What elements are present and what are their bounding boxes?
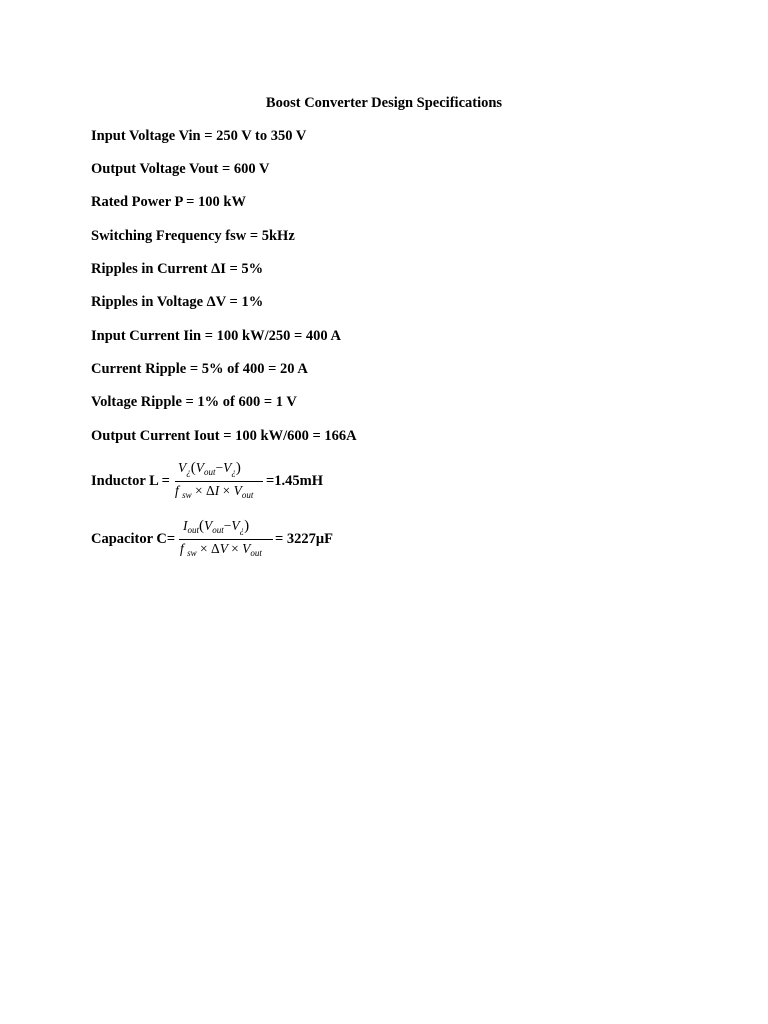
spec-switching-frequency: Switching Frequency fsw = 5kHz [91, 228, 295, 244]
inductor-denominator: f $_{sw} \times \Delta I \times V_{out}$ [175, 483, 254, 500]
inductor-label: Inductor L = [91, 473, 170, 489]
spec-rated-power: Rated Power P = 100 kW [91, 194, 246, 210]
spec-output-voltage: Output Voltage Vout = 600 V [91, 161, 270, 177]
capacitor-fraction-bar [179, 539, 273, 540]
inductor-result: =1.45mH [266, 473, 323, 489]
capacitor-numerator: $I_{out}(V_{out}-V_¿)$ [183, 518, 250, 535]
capacitor-denominator: f $_{sw} \times \Delta V \times V_{out}$ [180, 541, 262, 558]
spec-input-voltage: Input Voltage Vin = 250 V to 350 V [91, 128, 307, 144]
spec-input-current: Input Current Iin = 100 kW/250 = 400 A [91, 328, 341, 344]
spec-current-ripple-percent: Ripples in Current ΔI = 5% [91, 261, 264, 277]
inductor-numerator: $V_¿(V_{out}-V_¿)$ [178, 460, 241, 477]
document-title: Boost Converter Design Specifications [265, 95, 503, 111]
inductor-fraction-bar [175, 481, 263, 482]
capacitor-label: Capacitor C= [91, 531, 176, 547]
spec-current-ripple: Current Ripple = 5% of 400 = 20 A [91, 361, 308, 377]
spec-voltage-ripple: Voltage Ripple = 1% of 600 = 1 V [91, 394, 297, 410]
spec-output-current: Output Current Iout = 100 kW/600 = 166A [91, 428, 357, 444]
spec-voltage-ripple-percent: Ripples in Voltage ΔV = 1% [91, 294, 264, 310]
capacitor-result: = 3227μF [275, 531, 333, 547]
